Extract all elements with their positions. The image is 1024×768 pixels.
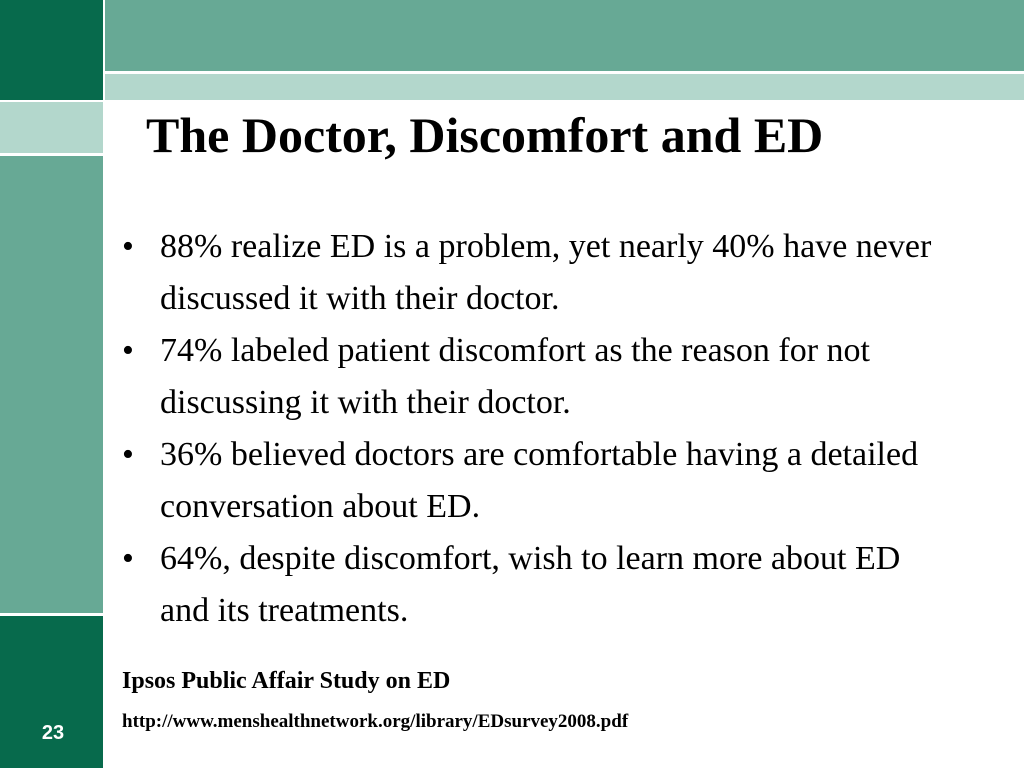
bullet-text: 74% labeled patient discomfort as the reason for not discussing it with their doctor.: [160, 332, 870, 421]
bullet-item: [122, 533, 952, 637]
bullet-marker: •: [122, 436, 134, 473]
source-title: Ipsos Public Affair Study on ED: [122, 668, 451, 694]
bullet-list: [122, 221, 952, 637]
decor-left-mid-block: [0, 156, 103, 613]
bullet-marker: •: [122, 228, 134, 265]
decor-top-bar: [105, 0, 1024, 71]
page-number: 23: [41, 722, 65, 744]
decor-top-light-bar: [105, 74, 1024, 100]
bullet-text: 36% believed doctors are comfortable having a detailed conversation about ED.: [160, 436, 919, 525]
bullet-text: 64%, despite discomfort, wish to learn more about ED and its treatments.: [160, 540, 901, 629]
bullet-item: [122, 429, 952, 533]
decor-left-light-block: [0, 102, 103, 153]
decor-left-top-block: [0, 0, 103, 100]
source-url: http://www.menshealthnetwork.org/library/EDsurvey2008.pdf: [122, 711, 629, 732]
bullet-marker: •: [122, 332, 134, 369]
slide-title: The Doctor, Discomfort and ED: [146, 107, 824, 163]
bullet-marker: •: [122, 540, 134, 577]
bullet-item: [122, 221, 952, 325]
bullet-item: [122, 325, 952, 429]
bullet-text: 88% realize ED is a problem, yet nearly 40% have never discussed it with their doctor.: [160, 228, 932, 317]
